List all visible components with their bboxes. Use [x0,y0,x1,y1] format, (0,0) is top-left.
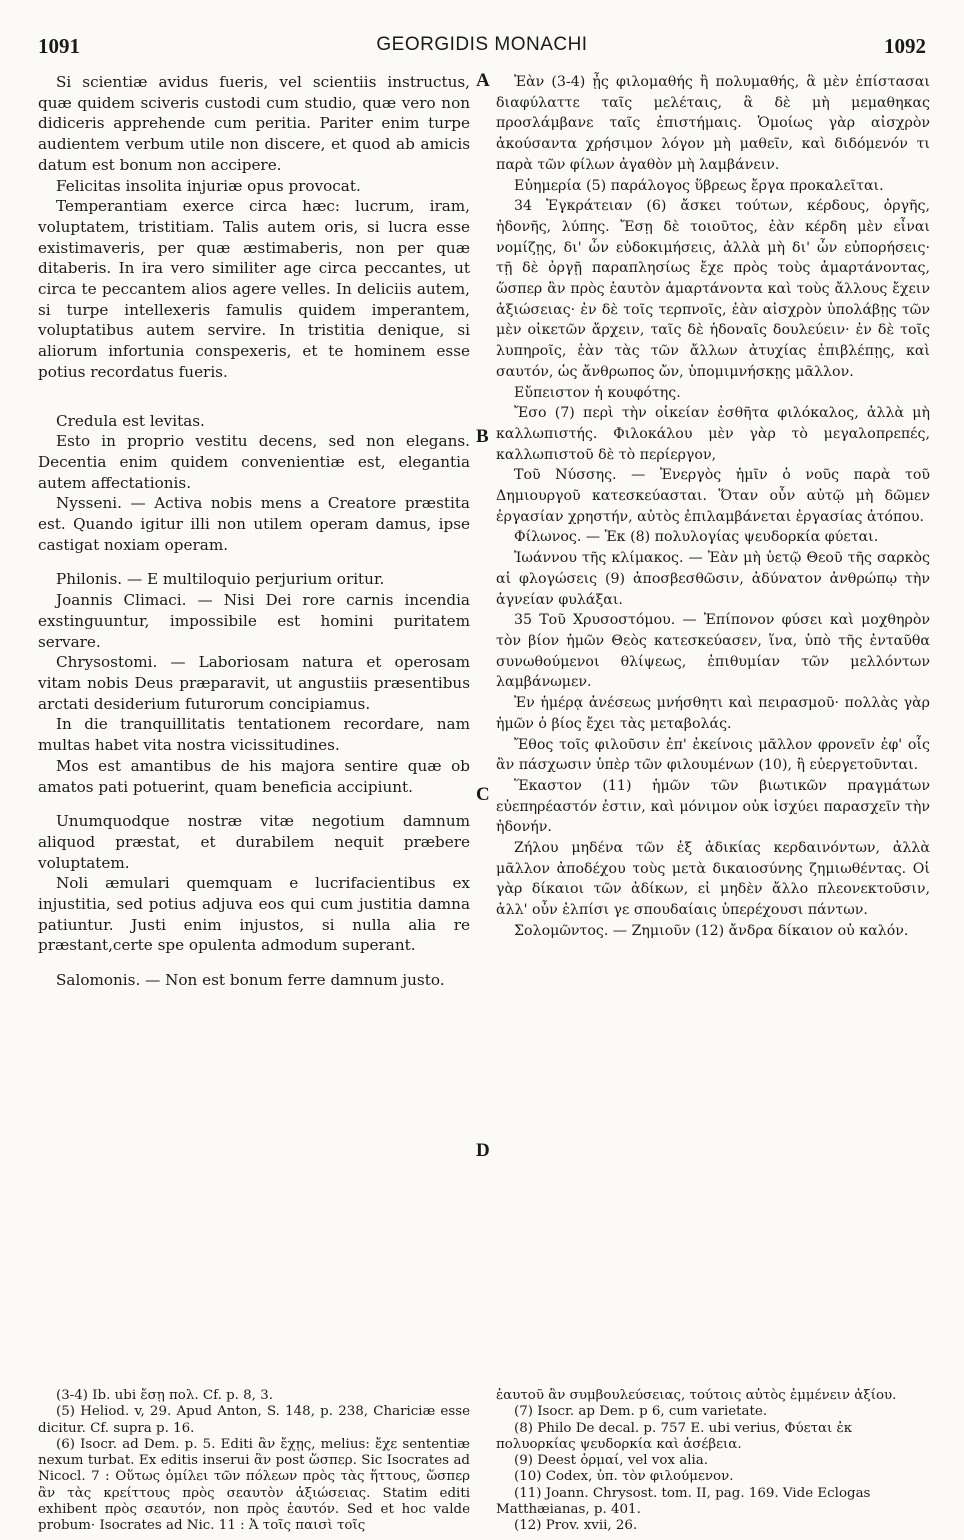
page-number-left: 1091 [38,34,80,58]
footnote: (9) Deest ὁρμαί, vel vox alia. [514,1453,709,1469]
latin-column [38,72,470,991]
footnote: (10) Codex, ὑπ. τὸν φιλούμενον. [514,1469,734,1485]
greek-paragraph: Ἐὰν (3-4) ᾖς φιλομαθής ἢ πολυμαθής, ἃ μὲν ἐπίστασαι διαφύλαττε ταῖς μελέταις, ἃ δὲ μὴ μεμαθηκας προσλάμβανε ταῖς ἐπιστήμαις. Ὁμοίως γὰρ αἰσχρὸν ἀκούσαντα χρήσιμον λόγον μὴ μαθεῖν, καὶ διδόμενόν τι παρὰ τῶν φίλων ἀγαθὸν μὴ λαμβάνειν. [496,74,930,173]
greek-column [496,72,930,942]
latin-paragraph: Unumquodque nostræ vitæ negotium damnum aliquod præstat, et durabilem nequit præbere voluptatem. [38,812,470,872]
footnote: (12) Prov. xvii, 26. [514,1518,638,1534]
greek-paragraph: 34 Ἐγκράτειαν (6) ἄσκει τούτων, κέρδους, ὀργῆς, ἡδονῆς, λύπης. Ἔσῃ δὲ τοιοῦτος, ἐὰν κέρδη μὲν εἶναι νομίζῃς, δι' ὧν εὐδοκιμήσεις, ἀλλὰ μὴ δι' ὧν εὐπορήσεις· τῇ δὲ ὀργῇ παραπλησίως ἔχε πρὸς τοὺς ἁμαρτάνοντας, ὥσπερ ἂν πρὸς ἑαυτὸν ἁμαρτάνοντα καὶ τοὺς ἄλλους ἔχειν ἀξιώσειας· ἐν δὲ τοῖς τερπνοῖς, ἐὰν αἰσχρὸν ὑπολάβῃς τῶν μὲν οἰκετῶν ἄρχειν, ταῖς δὲ ἡδοναῖς δουλεύειν· ἐν δὲ τοῖς λυπηροῖς, ἐὰν τὰς τῶν ἄλλων ἀτυχίας ἐπιβλέπῃς, καὶ σαυτόν, ὡς ἄνθρωπος ὤν, ὑπομιμνήσκῃς μᾶλλον. [496,198,930,380]
latin-paragraph: Philonis. — E multiloquio perjurium oritur. [56,570,385,589]
latin-paragraph: Esto in proprio vestitu decens, sed non elegans. Decentia enim quidem convenientiæ est, elegantia autem affectationis. [38,432,470,492]
greek-paragraph: Ἔθος τοῖς φιλοῦσιν ἐπ' ἐκείνοις μᾶλλον φρονεῖν ἐφ' οἷς ἂν πάσχωσιν ὑπὲρ τῶν φιλουμένων (10), ἢ εὐεργετοῦνται. [496,736,930,774]
page-header [38,34,926,62]
footnote: (5) Heliod. v, 29. Apud Anton, S. 148, p. 238, Chariciæ esse dicitur. Cf. supra p. 16. [38,1404,470,1436]
footnote: (6) Isocr. ad Dem. p. 5. Editi ἂν ἔχῃς, melius: ἔχε sententiæ nexum turbat. Ex editis inserui ἂν post ὥσπερ. Sic Isocrates ad Nicocl. 7 : Οὕτως ὁμίλει τῶν πόλεων πρὸς τὰς ἥττους, ὥσπερ ἂν τὰς κρείττους πρὸς σεαυτὸν ἀξιώσειας. Statim editi exhibent πρὸς σεαυτόν, non πρὸς ἑαυτόν. Sed et hoc valde probum· Isocrates ad Nic. 11 : Ἀ τοῖς παισὶ τοῖς [38,1436,470,1534]
footnote: ἑαυτοῦ ἂν συμβουλεύσειας, τούτοις αὐτὸς ἐμμένειν ἀξίου. [496,1388,897,1403]
latin-paragraph: Chrysostomi. — Laboriosam natura et operosam vitam nobis Deus præparavit, ut angustiis præsentibus arctati desiderium futurorum concipiamus. [38,653,470,713]
margin-marker-c: C [476,784,490,805]
footnote: (11) Joann. Chrysost. tom. II, pag. 169. Vide Eclogas Matthæianas, p. 401. [496,1485,871,1518]
footnote: (3-4) Ib. ubi ἔσῃ πολ. Cf. p. 8, 3. [56,1388,273,1403]
margin-marker-d: D [476,1140,490,1161]
footnotes-left [38,1388,470,1535]
greek-paragraph: Σολομῶντος. — Ζημιοῦν (12) ἄνδρα δίκαιον οὐ καλόν. [514,922,909,939]
greek-paragraph: Ἕκαστον (11) ἡμῶν τῶν βιωτικῶν πραγμάτων εὐεπηρέαστόν ἐστιν, καὶ μόνιμον οὐκ ἰσχύει παρασχεῖν τὴν ἡδονήν. [496,777,930,836]
greek-paragraph: 35 Τοῦ Χρυσοστόμου. — Ἐπίπονον φύσει καὶ μοχθηρὸν τὸν βίον ἡμῶν Θεὸς κατεσκεύασεν, ἵνα, ὑπὸ τῆς ἐνταῦθα συνωθούμενοι θλίψεως, ἐπιθυμίαν τῶν μελλόντων λαμβάνωμεν. [496,612,930,691]
greek-paragraph: Τοῦ Νύσσης. — Ἐνεργὸς ἡμῖν ὁ νοῦς παρὰ τοῦ Δημιουργοῦ κατεσκεύασται. Ὅταν οὖν αὐτῷ μὴ δῶμεν ἐργασίαν χρηστήν, αὐτὸς ἐπιλαμβάνεται ἐργασίας ἀτόπου. [496,467,930,525]
running-title: GEORGIDIS MONACHI [376,34,588,55]
latin-paragraph: Salomonis. — Non est bonum ferre damnum justo. [56,971,445,990]
latin-paragraph: Temperantiam exerce circa hæc: lucrum, iram, voluptatem, tristitiam. Talis autem oris, si lucra esse existimaveris, per quæ æstimaberis, non per quæ ditaberis. In ira vero similiter age circa peccantes, ut circa te peccantem alios agere velles. In deliciis autem, si turpe intellexeris famulis quidem imperantem, voluptatibus autem servire. In tristitia denique, si aliorum infortunia conspexeris, et te hominem esse potius recordatus fueris. [38,197,470,381]
greek-paragraph: Ἐν ἡμέρᾳ ἀνέσεως μνήσθητι καὶ πειρασμοῦ· πολλὰς γὰρ ἡμῶν ὁ βίος ἔχει τὰς μεταβολάς. [496,695,930,732]
latin-paragraph: Noli æmulari quemquam e lucrifacientibus ex injustitia, sed potius adjuva eos qui cum justitia damna patiuntur. Justi enim injustos, si nulla alia re præstant,certe spe opulenta admodum superant. [38,874,470,955]
footnote: (7) Isocr. ap Dem. p 6, cum varietate. [514,1404,768,1420]
latin-paragraph: In die tranquillitatis tentationem recordare, nam multas habet vita nostra vicissitudines. [38,715,470,755]
footnotes-right [496,1388,930,1535]
margin-marker-a: A [476,70,490,91]
page-number-right: 1092 [884,34,926,58]
latin-paragraph: Joannis Climaci. — Nisi Dei rore carnis incendia exstinguuntur, impossibile est homini puritatem servare. [38,591,470,651]
latin-paragraph: Felicitas insolita injuriæ opus provocat. [56,176,361,195]
greek-paragraph: Εὔπειστον ἡ κουφότης. [514,384,681,401]
footnote: (8) Philo De decal. p. 757 E. ubi verius, Φύεται ἐκ πολυορκίας ψευδορκία καὶ ἀσέβεια. [496,1420,853,1452]
margin-marker-b: B [476,426,489,447]
greek-paragraph: Εὐημερία (5) παράλογος ὕβρεως ἔργα προκαλεῖται. [514,177,884,194]
greek-paragraph: Ζήλου μηδένα τῶν ἐξ ἀδικίας κερδαινόντων, ἀλλὰ μᾶλλον ἀποδέχου τοὺς μετὰ δικαιοσύνης ζημιωθέντας. Οἱ γὰρ δίκαιοι τῶν ἀδίκων, εἰ μηδὲν ἄλλο πλεονεκτοῦσιν, ἀλλ' οὖν ἐλπίσι γε σπουδαίαις ὑπερέχουσι πάντων. [496,840,930,919]
latin-paragraph: Si scientiæ avidus fueris, vel scientiis instructus, quæ quidem sciveris custodi cum studio, quæ vero non didiceris apprehende cum peritia. Pariter enim turpe audientem verbum utile non discere, et quod ab amicis datum est bonum non accipere. [38,73,470,174]
greek-paragraph: Φίλωνος. — Ἐκ (8) πολυλογίας ψευδορκία φύεται. [514,529,879,546]
greek-paragraph: Ἰωάννου τῆς κλίμακος. — Ἐὰν μὴ ὑετῷ Θεοῦ τῆς σαρκὸς αἱ φλογώσεις (9) ἀποσβεσθῶσιν, ἀδύνατον ἀνθρώπῳ τὴν ἁγνείαν φυλάξαι. [496,550,930,608]
latin-paragraph: Mos est amantibus de his majora sentire quæ ob amatos pati potuerint, quam beneficia accipiunt. [38,756,470,796]
latin-paragraph: Credula est levitas. [56,411,205,430]
greek-paragraph: Ἔσο (7) περὶ τὴν οἰκείαν ἐσθῆτα φιλόκαλος, ἀλλὰ μὴ καλλωπιστής. Φιλοκάλου μὲν γὰρ τὸ μεγαλοπρεπές, καλλωπιστοῦ δὲ τὸ περίεργον, [496,405,930,463]
latin-paragraph: Nysseni. — Activa nobis mens a Creatore præstita est. Quando igitur illi non utilem operam damus, ipse castigat noxiam operam. [38,494,470,554]
